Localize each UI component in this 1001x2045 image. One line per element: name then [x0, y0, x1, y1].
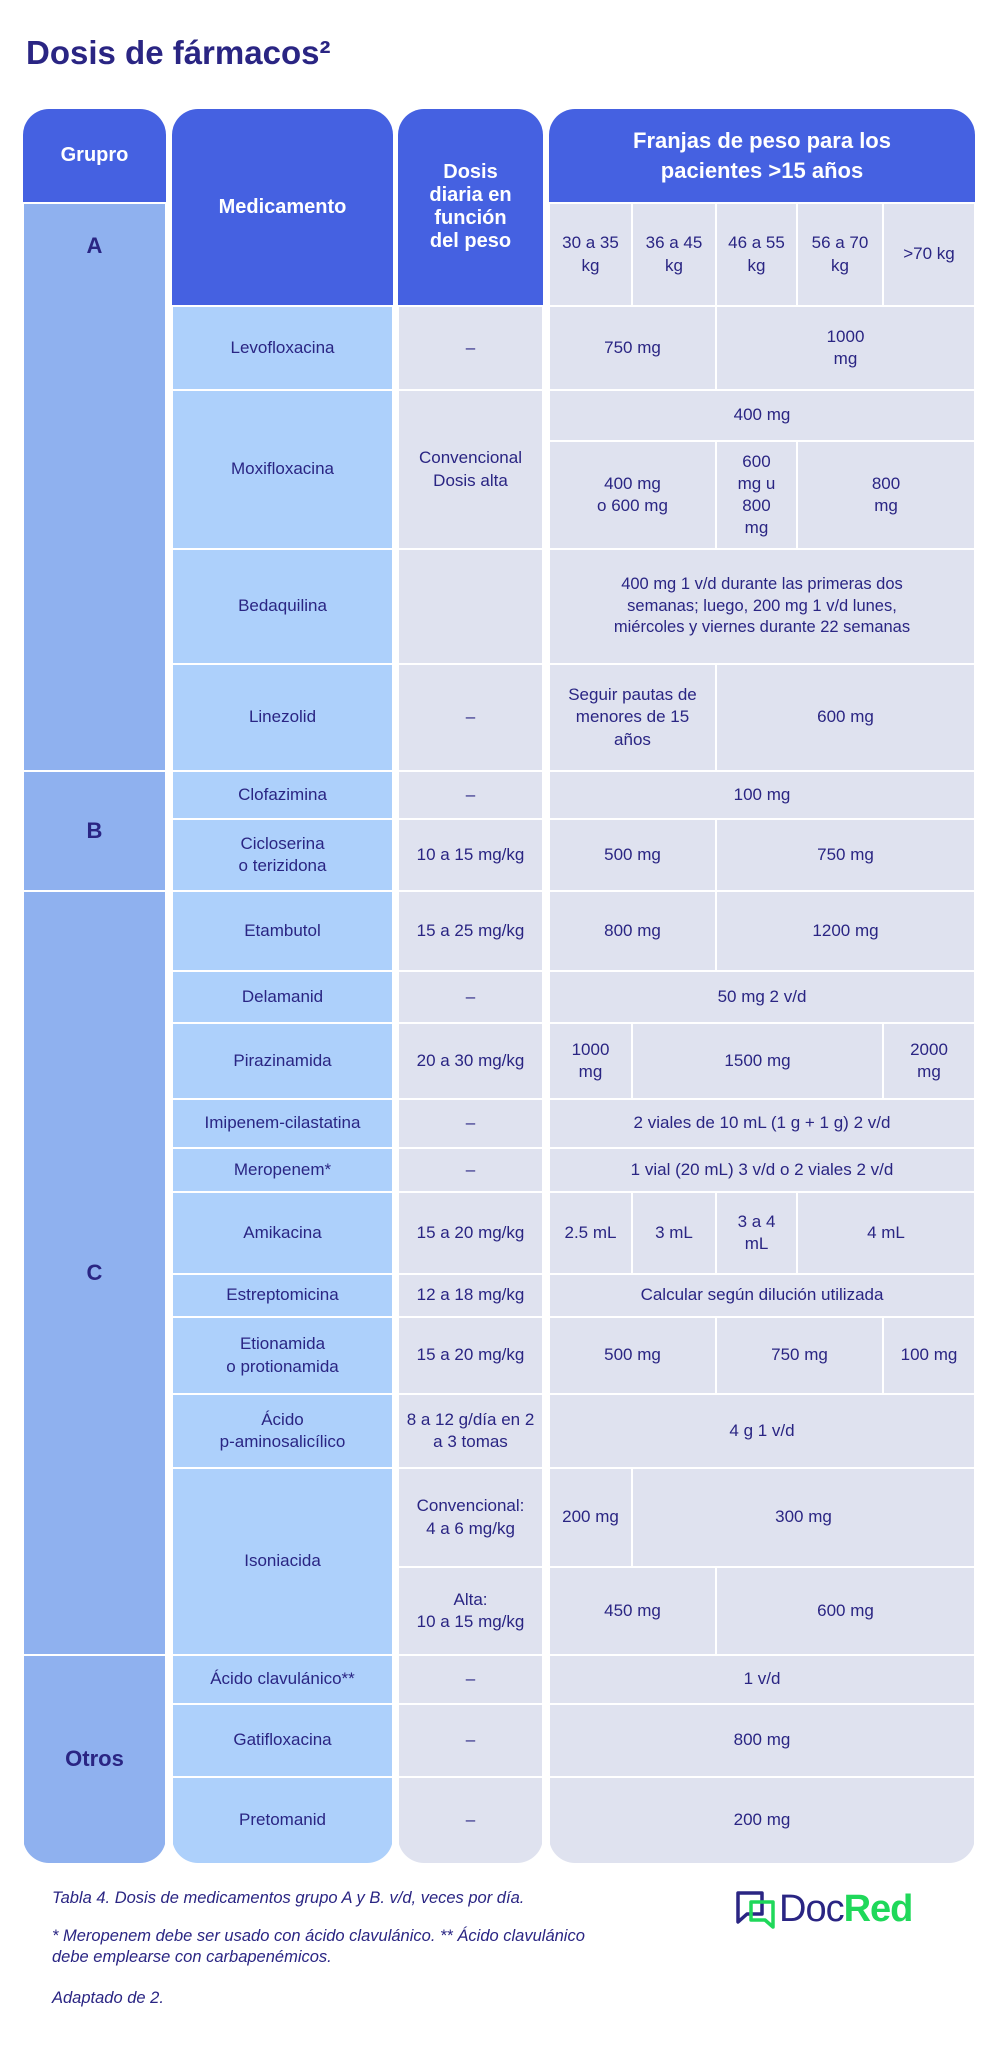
- weight-bands-column: [549, 109, 975, 1863]
- medication-name: Ácido clavulánico**: [173, 1656, 392, 1703]
- dose-value: –: [399, 1100, 542, 1147]
- header-weight-bands: Franjas de peso para los pacientes >15 años: [549, 109, 975, 202]
- dose-value: Convencional: 4 a 6 mg/kg: [399, 1469, 542, 1566]
- medication-name: Etionamida o protionamida: [173, 1318, 392, 1393]
- medication-name: Bedaquilina: [173, 550, 392, 663]
- band-dose-value: 200 mg: [550, 1469, 631, 1566]
- dose-value: 12 a 18 mg/kg: [399, 1275, 542, 1316]
- header-band: 46 a 55 kg: [717, 204, 796, 305]
- band-dose-value: 600 mg: [717, 1568, 974, 1654]
- header-band: 36 a 45 kg: [633, 204, 715, 305]
- dose-value: –: [399, 1705, 542, 1776]
- table-caption: Tabla 4. Dosis de medicamentos grupo A y B. v/d, veces por día.: [52, 1889, 525, 1907]
- dose-value: –: [399, 307, 542, 389]
- band-dose-value: 3 mL: [633, 1193, 715, 1273]
- page-title: Dosis de fármacos²: [26, 34, 331, 71]
- band-dose-value: 1000 mg: [717, 307, 974, 389]
- dose-value: 8 a 12 g/día en 2 a 3 tomas: [399, 1395, 542, 1467]
- dose-value: 15 a 20 mg/kg: [399, 1318, 542, 1393]
- band-dose-value: 3 a 4 mL: [717, 1193, 796, 1273]
- group-cell: C: [24, 892, 165, 1654]
- table-source: Adaptado de 2.: [52, 1989, 164, 2007]
- band-dose-value: 450 mg: [550, 1568, 715, 1654]
- band-dose-value: 600 mg u 800 mg: [717, 442, 796, 548]
- medication-name: Gatifloxacina: [173, 1705, 392, 1776]
- medication-column: [172, 109, 393, 1863]
- group-cell: A: [24, 204, 165, 770]
- header-dose: Dosis diaria en función del peso: [398, 109, 543, 305]
- band-dose-value: 750 mg: [550, 307, 715, 389]
- group-cell: Otros: [24, 1656, 165, 1863]
- band-dose-value: 2.5 mL: [550, 1193, 631, 1273]
- band-dose-value: 400 mg o 600 mg: [550, 442, 715, 548]
- dose-value: 15 a 20 mg/kg: [399, 1193, 542, 1273]
- dose-value: –: [399, 665, 542, 770]
- band-dose-value: 4 g 1 v/d: [550, 1395, 974, 1467]
- header-medication: Medicamento: [172, 109, 393, 305]
- band-dose-value: 100 mg: [550, 772, 974, 818]
- band-dose-value: 1200 mg: [717, 892, 974, 970]
- dose-value: 20 a 30 mg/kg: [399, 1024, 542, 1098]
- docred-logo: [735, 1888, 912, 1931]
- chat-bubbles-icon: [735, 1890, 779, 1930]
- medication-name: Ácido p-aminosalicílico: [173, 1395, 392, 1467]
- band-dose-value: 100 mg: [884, 1318, 974, 1393]
- table-note: * Meropenem debe ser usado con ácido clavulánico. ** Ácido clavulánico debe emplearse con carbapenémicos.: [52, 1927, 585, 1967]
- band-dose-value: 400 mg: [550, 391, 974, 440]
- medication-name: Isoniacida: [173, 1469, 392, 1654]
- header-group: Grupro: [23, 109, 166, 202]
- header-band: 30 a 35 kg: [550, 204, 631, 305]
- band-dose-value: 800 mg: [550, 1705, 974, 1776]
- medication-name: Pirazinamida: [173, 1024, 392, 1098]
- medication-name: Levofloxacina: [173, 307, 392, 389]
- band-dose-value: 750 mg: [717, 1318, 882, 1393]
- medication-name: Etambutol: [173, 892, 392, 970]
- band-dose-value: 500 mg: [550, 820, 715, 890]
- dose-value: Convencional Dosis alta: [399, 391, 542, 548]
- band-dose-value: 1 vial (20 mL) 3 v/d o 2 viales 2 v/d: [550, 1149, 974, 1191]
- medication-name: Pretomanid: [173, 1778, 392, 1863]
- logo-text-red: Red: [843, 1888, 913, 1930]
- dose-value: –: [399, 1778, 542, 1863]
- dose-value: –: [399, 1656, 542, 1703]
- band-dose-value: 50 mg 2 v/d: [550, 972, 974, 1022]
- header-band: 56 a 70 kg: [798, 204, 882, 305]
- band-dose-value: 800 mg: [798, 442, 974, 548]
- band-dose-value: 400 mg 1 v/d durante las primeras dos semanas; luego, 200 mg 1 v/d lunes, miércoles y viernes durante 22 semanas: [550, 550, 974, 663]
- band-dose-value: 300 mg: [633, 1469, 974, 1566]
- medication-name: Moxifloxacina: [173, 391, 392, 548]
- medication-name: Amikacina: [173, 1193, 392, 1273]
- band-dose-value: 200 mg: [550, 1778, 974, 1863]
- medication-name: Clofazimina: [173, 772, 392, 818]
- medication-name: Linezolid: [173, 665, 392, 770]
- medication-name: Estreptomicina: [173, 1275, 392, 1316]
- band-dose-value: Calcular según dilución utilizada: [550, 1275, 974, 1316]
- band-dose-value: 1000 mg: [550, 1024, 631, 1098]
- medication-name: Cicloserina o terizidona: [173, 820, 392, 890]
- dose-value: –: [399, 772, 542, 818]
- group-cell: B: [24, 772, 165, 890]
- band-dose-value: 2 viales de 10 mL (1 g + 1 g) 2 v/d: [550, 1100, 974, 1147]
- band-dose-value: 750 mg: [717, 820, 974, 890]
- band-dose-value: 1 v/d: [550, 1656, 974, 1703]
- band-dose-value: 500 mg: [550, 1318, 715, 1393]
- logo-text-doc: Doc: [779, 1888, 844, 1930]
- medication-name: Meropenem*: [173, 1149, 392, 1191]
- medication-name: Delamanid: [173, 972, 392, 1022]
- dose-value: –: [399, 1149, 542, 1191]
- dose-column: [398, 109, 543, 1863]
- header-band: >70 kg: [884, 204, 974, 305]
- band-dose-value: 1500 mg: [633, 1024, 882, 1098]
- dose-value: –: [399, 972, 542, 1022]
- dose-value: 15 a 25 mg/kg: [399, 892, 542, 970]
- dose-value: 10 a 15 mg/kg: [399, 820, 542, 890]
- band-dose-value: 2000 mg: [884, 1024, 974, 1098]
- medication-name: Imipenem-cilastatina: [173, 1100, 392, 1147]
- dose-value: [399, 550, 542, 663]
- band-dose-value: 800 mg: [550, 892, 715, 970]
- band-dose-value: 600 mg: [717, 665, 974, 770]
- band-dose-value: Seguir pautas de menores de 15 años: [550, 665, 715, 770]
- band-dose-value: 4 mL: [798, 1193, 974, 1273]
- group-column: [23, 109, 166, 1863]
- dose-value: Alta: 10 a 15 mg/kg: [399, 1568, 542, 1654]
